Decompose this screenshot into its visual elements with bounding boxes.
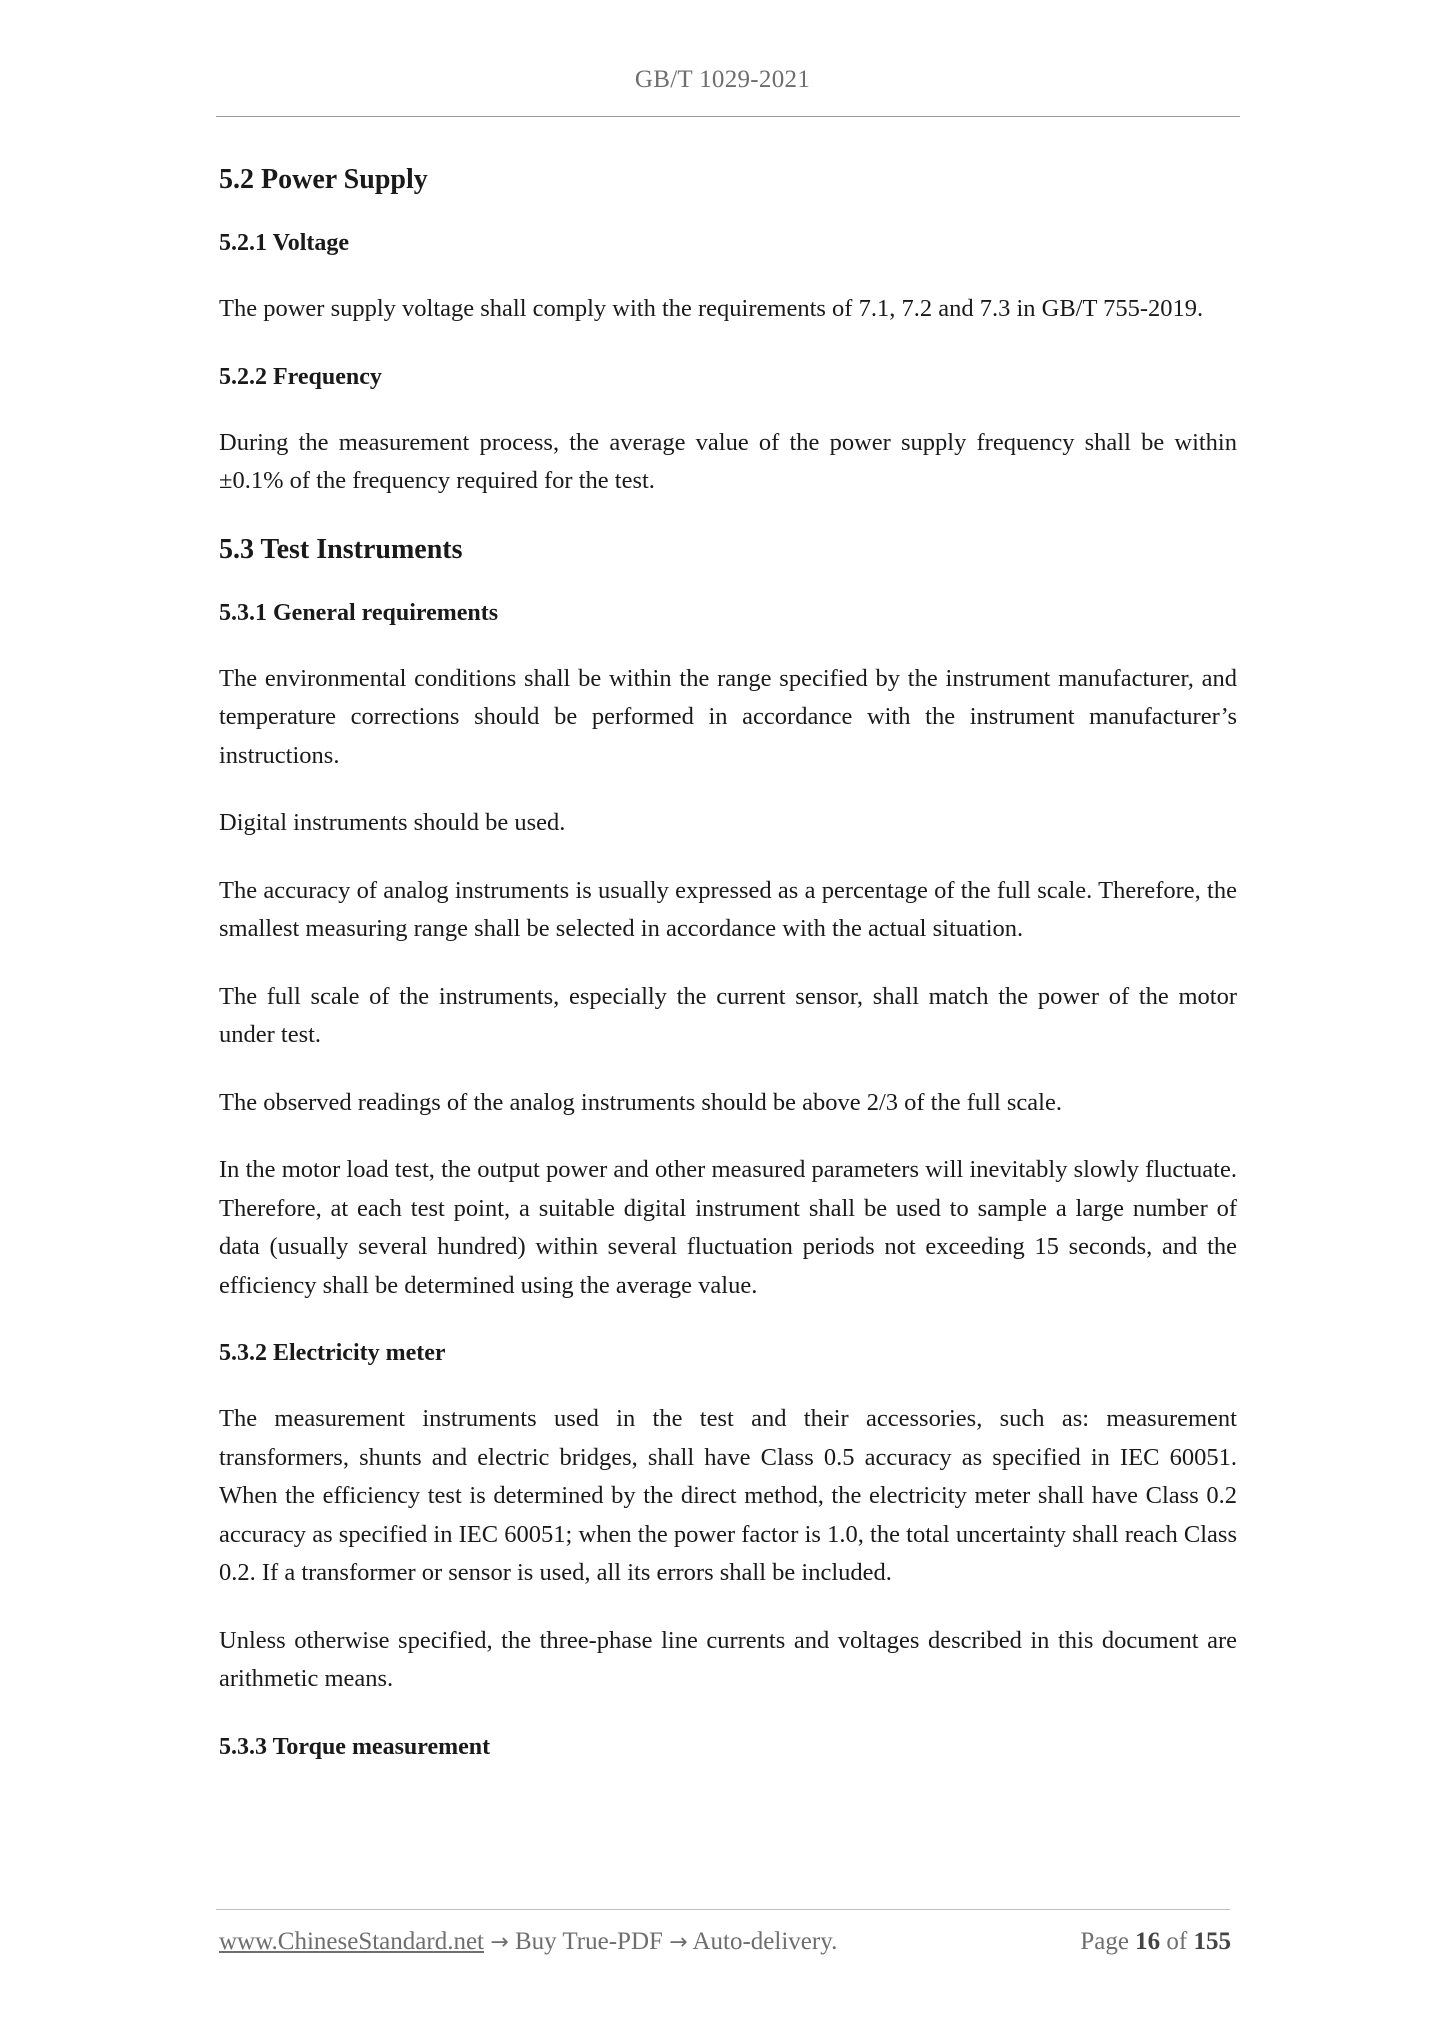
page-footer [219,1928,1231,1964]
section-5-3-1-heading: 5.3.1 General requirements [219,599,499,626]
general-paragraph: In the motor load test, the output power and other measured parameters will inevitably slowly fluctuate. Therefore, at each test point, a suitable digital instrument shall be used to sample a large number of data (usually several hundred) within several fluctuation periods not exceeding 15 seconds, and the efficiency shall be determined using the average value. [219,1156,1237,1299]
section-5-3-title: 5.3 Test Instruments [219,533,463,565]
header-divider [216,116,1240,117]
general-paragraph: The accuracy of analog instruments is usually expressed as a percentage of the full scale. Therefore, the smallest measuring range shall be selected in accordance with the actual situation. [219,876,1237,942]
meter-paragraph: The measurement instruments used in the test and their accessories, such as: measurement transformers, shunts and electric bridges, shall have Class 0.5 accuracy as specified in IEC 60051. When the efficiency test is determined by the direct method, the electricity meter shall have Class 0.2 accuracy as specified in IEC 60051; when the power factor is 1.0, the total uncertainty shall reach Class 0.2. If a transformer or sensor is used, all its errors shall be included. [219,1405,1237,1586]
general-paragraph: The environmental conditions shall be within the range specified by the instrument manufacturer, and temperature corrections should be performed in accordance with the instrument manufacturer’s instructions. [219,664,1237,769]
page-total: 155 [1193,1928,1231,1955]
section-5-3-3-heading: 5.3.3 Torque measurement [219,1733,491,1760]
buy-text: Buy True-PDF [514,1928,663,1955]
page-indicator [1080,1928,1231,1956]
general-paragraph: Digital instruments should be used. [219,809,566,836]
delivery-text: Auto-delivery. [692,1928,838,1955]
arrow-right-icon: → [669,1930,688,1955]
section-5-2-2-heading: 5.2.2 Frequency [219,363,382,390]
page-content [219,160,1237,1794]
section-5-2-title: 5.2 Power Supply [219,164,428,195]
arrow-right-icon: → [490,1930,509,1955]
voltage-paragraph: The power supply voltage shall comply with the requirements of 7.1, 7.2 and 7.3 in GB/T 755-2019. [219,295,1204,322]
footer-divider [216,1909,1230,1910]
footer-promo [219,1928,837,1956]
page-of-label: of [1166,1928,1188,1955]
general-paragraph: The observed readings of the analog instruments should be above 2/3 of the full scale. [219,1088,1062,1116]
general-paragraph: The full scale of the instruments, especially the current sensor, shall match the power of the motor under test. [219,982,1237,1048]
section-5-3-2-heading: 5.3.2 Electricity meter [219,1340,446,1366]
site-link[interactable]: www.ChineseStandard.net [219,1928,484,1955]
document-code-header: GB/T 1029-2021 [634,66,811,93]
page-current: 16 [1135,1928,1161,1955]
page-label: Page [1080,1928,1129,1955]
section-5-2-1-heading: 5.2.1 Voltage [219,230,350,256]
frequency-paragraph: During the measurement process, the average value of the power supply frequency shall be within ±0.1% of the frequency required for the test. [219,428,1237,494]
meter-paragraph: Unless otherwise specified, the three-phase line currents and voltages described in this document are arithmetic means. [219,1626,1237,1692]
